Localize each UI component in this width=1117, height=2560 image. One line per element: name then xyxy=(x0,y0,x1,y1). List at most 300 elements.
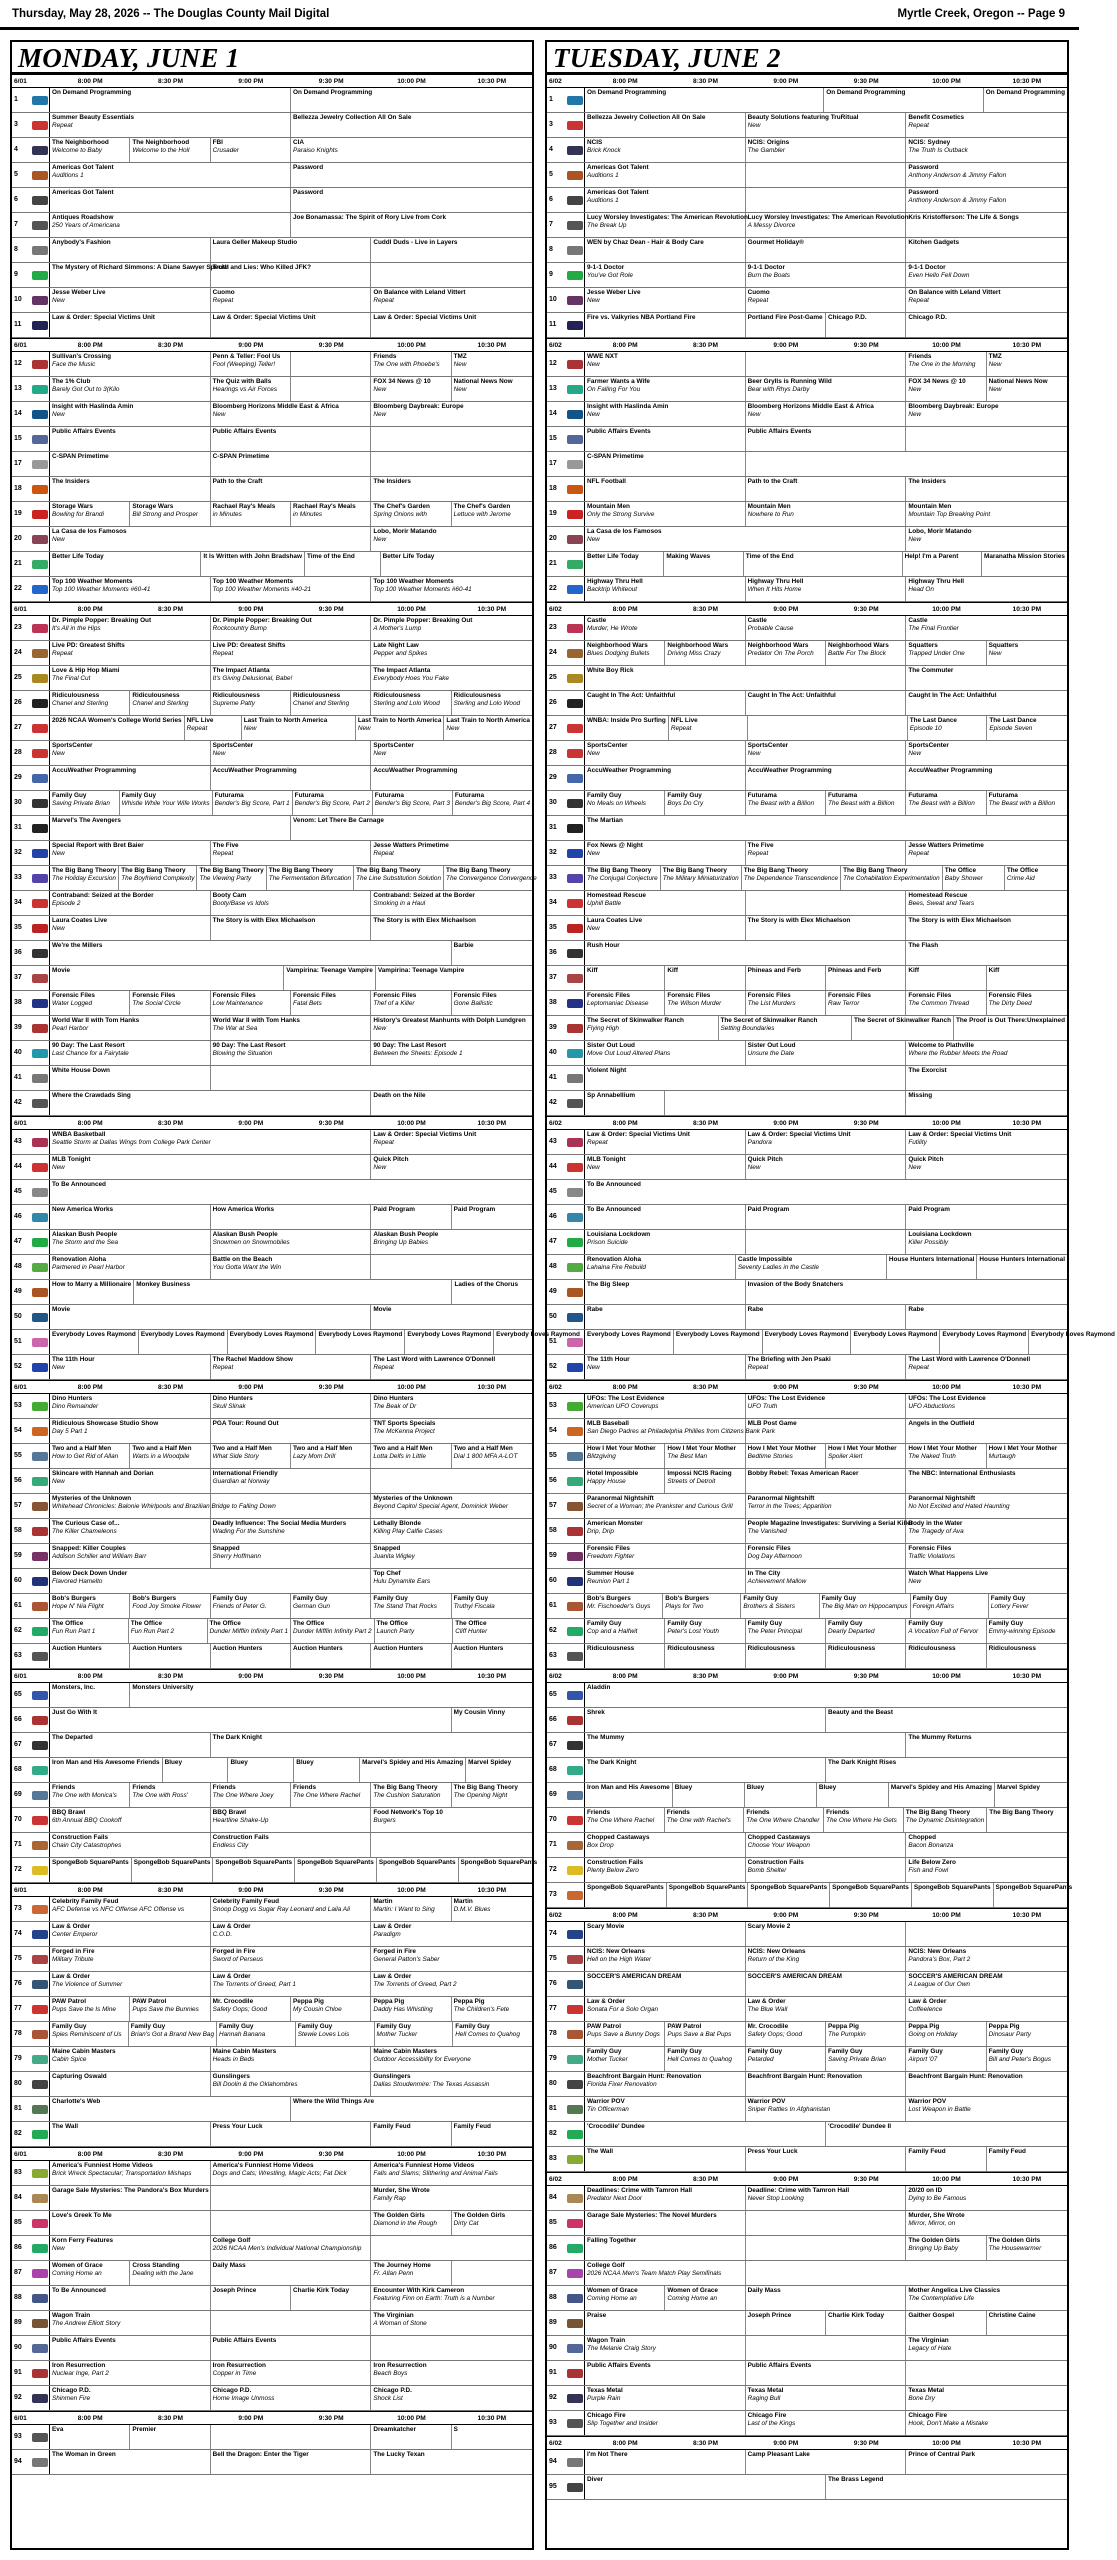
program-cell[interactable] xyxy=(452,941,532,965)
program-cell[interactable] xyxy=(585,1330,674,1354)
program-cell[interactable] xyxy=(673,1783,745,1807)
program-cell[interactable] xyxy=(906,1858,1067,1882)
program-cell[interactable] xyxy=(211,916,372,940)
program-cell[interactable] xyxy=(906,1155,1067,1179)
program-cell[interactable] xyxy=(50,2311,211,2335)
program-cell[interactable] xyxy=(911,1594,989,1618)
program-cell[interactable] xyxy=(987,991,1067,1015)
program-cell[interactable] xyxy=(906,502,1067,526)
program-cell[interactable] xyxy=(356,716,445,740)
program-cell[interactable] xyxy=(50,352,211,376)
program-cell[interactable] xyxy=(360,1758,466,1782)
program-cell[interactable] xyxy=(906,527,1067,551)
program-cell[interactable] xyxy=(585,1808,665,1832)
program-cell[interactable] xyxy=(129,1619,208,1643)
program-cell[interactable] xyxy=(908,716,988,740)
program-cell[interactable] xyxy=(50,2450,211,2474)
program-cell[interactable] xyxy=(50,2211,211,2235)
program-cell[interactable] xyxy=(50,138,130,162)
program-cell[interactable] xyxy=(746,1569,907,1593)
program-cell[interactable] xyxy=(664,552,743,576)
program-cell[interactable] xyxy=(746,1494,907,1518)
program-cell[interactable] xyxy=(987,2311,1067,2335)
program-cell[interactable] xyxy=(906,2097,1067,2121)
program-cell[interactable] xyxy=(906,891,1067,915)
program-cell[interactable] xyxy=(906,1419,1067,1443)
program-cell[interactable] xyxy=(130,691,210,715)
program-cell[interactable] xyxy=(744,1808,824,1832)
program-cell[interactable] xyxy=(824,88,984,112)
program-cell[interactable] xyxy=(585,2097,746,2121)
program-cell[interactable] xyxy=(585,1733,906,1757)
program-cell[interactable] xyxy=(906,766,1067,790)
program-cell[interactable] xyxy=(211,1255,372,1279)
program-cell[interactable] xyxy=(211,1355,372,1379)
program-cell[interactable] xyxy=(211,2286,291,2310)
program-cell[interactable] xyxy=(130,1683,532,1707)
program-cell[interactable] xyxy=(940,1330,1029,1354)
program-cell[interactable] xyxy=(50,1205,211,1229)
program-cell[interactable] xyxy=(906,1091,1067,1115)
program-cell[interactable] xyxy=(585,641,665,665)
program-cell[interactable] xyxy=(211,641,372,665)
program-cell[interactable] xyxy=(906,2411,1067,2435)
program-cell[interactable] xyxy=(50,1494,276,1518)
program-cell[interactable] xyxy=(371,1494,532,1518)
program-cell[interactable] xyxy=(826,791,906,815)
program-cell[interactable] xyxy=(119,866,197,890)
program-cell[interactable] xyxy=(1005,866,1067,890)
program-cell[interactable] xyxy=(585,1619,665,1643)
program-cell[interactable] xyxy=(817,1783,889,1807)
program-cell[interactable] xyxy=(371,263,532,287)
program-cell[interactable] xyxy=(906,1519,1067,1543)
program-cell[interactable] xyxy=(130,138,210,162)
program-cell[interactable] xyxy=(887,1255,978,1279)
program-cell[interactable] xyxy=(748,1883,830,1907)
program-cell[interactable] xyxy=(50,1683,130,1707)
program-cell[interactable] xyxy=(585,2311,746,2335)
program-cell[interactable] xyxy=(50,916,211,940)
program-cell[interactable] xyxy=(585,716,669,740)
program-cell[interactable] xyxy=(452,1997,532,2021)
program-cell[interactable] xyxy=(211,138,291,162)
program-cell[interactable] xyxy=(746,2311,826,2335)
program-cell[interactable] xyxy=(585,2047,665,2071)
program-cell[interactable] xyxy=(585,1394,746,1418)
program-cell[interactable] xyxy=(746,991,826,1015)
program-cell[interactable] xyxy=(371,1997,451,2021)
program-cell[interactable] xyxy=(371,1808,532,1832)
program-cell[interactable] xyxy=(987,1808,1067,1832)
program-cell[interactable] xyxy=(452,502,532,526)
program-cell[interactable] xyxy=(371,1897,451,1921)
program-cell[interactable] xyxy=(746,1922,907,1946)
program-cell[interactable] xyxy=(371,1569,532,1593)
program-cell[interactable] xyxy=(211,2425,372,2449)
program-cell[interactable] xyxy=(585,1016,719,1040)
program-cell[interactable] xyxy=(906,1947,1067,1971)
program-cell[interactable] xyxy=(746,427,907,451)
program-cell[interactable] xyxy=(826,991,906,1015)
program-cell[interactable] xyxy=(50,1544,211,1568)
program-cell[interactable] xyxy=(50,2336,211,2360)
program-cell[interactable] xyxy=(371,1444,451,1468)
program-cell[interactable] xyxy=(746,2186,907,2210)
program-cell[interactable] xyxy=(211,1947,372,1971)
program-cell[interactable] xyxy=(50,2186,211,2210)
program-cell[interactable] xyxy=(50,213,291,237)
program-cell[interactable] xyxy=(291,138,532,162)
program-cell[interactable] xyxy=(746,2386,907,2410)
program-cell[interactable] xyxy=(453,1619,532,1643)
program-cell[interactable] xyxy=(746,163,907,187)
program-cell[interactable] xyxy=(295,1858,377,1882)
program-cell[interactable] xyxy=(371,1205,451,1229)
program-cell[interactable] xyxy=(585,88,824,112)
program-cell[interactable] xyxy=(50,1419,211,1443)
program-cell[interactable] xyxy=(211,1205,372,1229)
program-cell[interactable] xyxy=(50,816,291,840)
program-cell[interactable] xyxy=(50,2022,129,2046)
program-cell[interactable] xyxy=(211,841,372,865)
program-cell[interactable] xyxy=(50,2361,211,2385)
program-cell[interactable] xyxy=(585,213,746,237)
program-cell[interactable] xyxy=(746,1947,907,1971)
program-cell[interactable] xyxy=(585,313,746,337)
program-cell[interactable] xyxy=(585,1972,746,1996)
program-cell[interactable] xyxy=(371,2072,532,2096)
program-cell[interactable] xyxy=(841,866,943,890)
program-cell[interactable] xyxy=(291,1619,375,1643)
program-cell[interactable] xyxy=(585,1569,746,1593)
program-cell[interactable] xyxy=(211,2072,372,2096)
program-cell[interactable] xyxy=(746,1997,907,2021)
program-cell[interactable] xyxy=(852,1016,954,1040)
program-cell[interactable] xyxy=(371,2236,532,2260)
program-cell[interactable] xyxy=(50,2097,291,2121)
program-cell[interactable] xyxy=(984,88,1067,112)
program-cell[interactable] xyxy=(987,377,1067,401)
program-cell[interactable] xyxy=(746,577,907,601)
program-cell[interactable] xyxy=(665,1808,745,1832)
program-cell[interactable] xyxy=(826,2122,1067,2146)
program-cell[interactable] xyxy=(912,1883,994,1907)
program-cell[interactable] xyxy=(130,502,210,526)
program-cell[interactable] xyxy=(746,138,907,162)
program-cell[interactable] xyxy=(906,1544,1067,1568)
program-cell[interactable] xyxy=(267,866,354,890)
program-cell[interactable] xyxy=(211,1594,291,1618)
program-cell[interactable] xyxy=(50,1897,211,1921)
program-cell[interactable] xyxy=(585,2236,746,2260)
program-cell[interactable] xyxy=(50,941,452,965)
program-cell[interactable] xyxy=(211,891,372,915)
program-cell[interactable] xyxy=(746,238,907,262)
program-cell[interactable] xyxy=(906,1230,1067,1254)
program-cell[interactable] xyxy=(585,991,665,1015)
program-cell[interactable] xyxy=(132,1858,214,1882)
program-cell[interactable] xyxy=(211,2336,372,2360)
program-cell[interactable] xyxy=(452,1644,532,1668)
program-cell[interactable] xyxy=(293,791,373,815)
program-cell[interactable] xyxy=(585,1783,673,1807)
program-cell[interactable] xyxy=(741,1594,819,1618)
program-cell[interactable] xyxy=(50,527,371,551)
program-cell[interactable] xyxy=(211,1733,532,1757)
program-cell[interactable] xyxy=(211,1808,372,1832)
program-cell[interactable] xyxy=(371,766,532,790)
program-cell[interactable] xyxy=(585,1758,826,1782)
program-cell[interactable] xyxy=(906,1066,1067,1090)
program-cell[interactable] xyxy=(746,691,907,715)
program-cell[interactable] xyxy=(50,766,211,790)
program-cell[interactable] xyxy=(585,691,746,715)
program-cell[interactable] xyxy=(444,716,532,740)
program-cell[interactable] xyxy=(211,1519,372,1543)
program-cell[interactable] xyxy=(291,1594,371,1618)
program-cell[interactable] xyxy=(826,1444,906,1468)
program-cell[interactable] xyxy=(906,402,1067,426)
program-cell[interactable] xyxy=(719,1016,853,1040)
program-cell[interactable] xyxy=(50,741,211,765)
program-cell[interactable] xyxy=(665,966,745,990)
program-cell[interactable] xyxy=(820,1594,911,1618)
program-cell[interactable] xyxy=(906,113,1067,137)
program-cell[interactable] xyxy=(228,1758,294,1782)
program-cell[interactable] xyxy=(746,1355,907,1379)
program-cell[interactable] xyxy=(50,1972,211,1996)
program-cell[interactable] xyxy=(371,1130,532,1154)
program-cell[interactable] xyxy=(585,2475,826,2499)
program-cell[interactable] xyxy=(371,916,532,940)
program-cell[interactable] xyxy=(746,2236,907,2260)
program-cell[interactable] xyxy=(746,1858,907,1882)
program-cell[interactable] xyxy=(746,1280,1067,1304)
program-cell[interactable] xyxy=(211,1016,372,1040)
program-cell[interactable] xyxy=(746,313,826,337)
program-cell[interactable] xyxy=(50,188,291,212)
program-cell[interactable] xyxy=(211,452,372,476)
program-cell[interactable] xyxy=(665,1091,906,1115)
program-cell[interactable] xyxy=(585,916,746,940)
program-cell[interactable] xyxy=(585,1519,746,1543)
program-cell[interactable] xyxy=(906,2286,1067,2310)
program-cell[interactable] xyxy=(906,1619,986,1643)
program-cell[interactable] xyxy=(211,238,372,262)
program-cell[interactable] xyxy=(585,527,906,551)
program-cell[interactable] xyxy=(585,1683,1067,1707)
program-cell[interactable] xyxy=(371,402,532,426)
program-cell[interactable] xyxy=(585,1922,746,1946)
program-cell[interactable] xyxy=(50,1519,211,1543)
program-cell[interactable] xyxy=(665,1619,745,1643)
program-cell[interactable] xyxy=(746,263,907,287)
program-cell[interactable] xyxy=(585,552,664,576)
program-cell[interactable] xyxy=(50,1997,130,2021)
program-cell[interactable] xyxy=(50,991,130,1015)
program-cell[interactable] xyxy=(50,1758,163,1782)
program-cell[interactable] xyxy=(466,1758,532,1782)
program-cell[interactable] xyxy=(291,816,532,840)
program-cell[interactable] xyxy=(50,1708,452,1732)
program-cell[interactable] xyxy=(585,163,746,187)
program-cell[interactable] xyxy=(585,263,746,287)
program-cell[interactable] xyxy=(746,2361,907,2385)
program-cell[interactable] xyxy=(746,2286,907,2310)
program-cell[interactable] xyxy=(371,577,532,601)
program-cell[interactable] xyxy=(50,1130,371,1154)
program-cell[interactable] xyxy=(375,1619,454,1643)
program-cell[interactable] xyxy=(371,616,532,640)
program-cell[interactable] xyxy=(585,2072,746,2096)
program-cell[interactable] xyxy=(50,1230,211,1254)
program-cell[interactable] xyxy=(291,691,371,715)
program-cell[interactable] xyxy=(906,2022,986,2046)
program-cell[interactable] xyxy=(405,1330,494,1354)
program-cell[interactable] xyxy=(585,666,906,690)
program-cell[interactable] xyxy=(669,716,749,740)
program-cell[interactable] xyxy=(585,113,746,137)
program-cell[interactable] xyxy=(50,1594,130,1618)
program-cell[interactable] xyxy=(746,741,907,765)
program-cell[interactable] xyxy=(371,1594,451,1618)
program-cell[interactable] xyxy=(211,666,372,690)
program-cell[interactable] xyxy=(906,1041,1067,1065)
program-cell[interactable] xyxy=(585,2386,746,2410)
program-cell[interactable] xyxy=(371,2161,532,2185)
program-cell[interactable] xyxy=(452,1708,532,1732)
program-cell[interactable] xyxy=(746,113,907,137)
program-cell[interactable] xyxy=(906,213,1067,237)
program-cell[interactable] xyxy=(585,188,746,212)
program-cell[interactable] xyxy=(371,1394,532,1418)
program-cell[interactable] xyxy=(746,288,907,312)
program-cell[interactable] xyxy=(746,1619,826,1643)
program-cell[interactable] xyxy=(371,288,532,312)
program-cell[interactable] xyxy=(585,1997,746,2021)
program-cell[interactable] xyxy=(50,1180,532,1204)
program-cell[interactable] xyxy=(371,891,532,915)
program-cell[interactable] xyxy=(585,238,746,262)
program-cell[interactable] xyxy=(452,2425,532,2449)
program-cell[interactable] xyxy=(746,1305,907,1329)
program-cell[interactable] xyxy=(585,1205,746,1229)
program-cell[interactable] xyxy=(371,2211,451,2235)
program-cell[interactable] xyxy=(746,2411,907,2435)
program-cell[interactable] xyxy=(211,1444,291,1468)
program-cell[interactable] xyxy=(211,2361,372,2385)
program-cell[interactable] xyxy=(371,1972,532,1996)
program-cell[interactable] xyxy=(665,991,745,1015)
program-cell[interactable] xyxy=(746,477,907,501)
program-cell[interactable] xyxy=(371,991,451,1015)
program-cell[interactable] xyxy=(217,2022,296,2046)
program-cell[interactable] xyxy=(453,2022,532,2046)
program-cell[interactable] xyxy=(906,577,1067,601)
program-cell[interactable] xyxy=(50,2425,130,2449)
program-cell[interactable] xyxy=(452,1594,532,1618)
program-cell[interactable] xyxy=(987,1619,1067,1643)
program-cell[interactable] xyxy=(50,1330,139,1354)
program-cell[interactable] xyxy=(906,2450,1067,2474)
program-cell[interactable] xyxy=(211,1494,372,1518)
program-cell[interactable] xyxy=(987,2236,1067,2260)
program-cell[interactable] xyxy=(906,1644,986,1668)
program-cell[interactable] xyxy=(284,966,376,990)
program-cell[interactable] xyxy=(989,1594,1067,1618)
program-cell[interactable] xyxy=(987,2047,1067,2071)
program-cell[interactable] xyxy=(50,866,119,890)
program-cell[interactable] xyxy=(376,966,532,990)
program-cell[interactable] xyxy=(745,1783,817,1807)
program-cell[interactable] xyxy=(746,1419,907,1443)
program-cell[interactable] xyxy=(906,288,1067,312)
program-cell[interactable] xyxy=(667,1883,749,1907)
program-cell[interactable] xyxy=(371,841,532,865)
program-cell[interactable] xyxy=(746,352,907,376)
program-cell[interactable] xyxy=(736,1255,887,1279)
program-cell[interactable] xyxy=(50,2286,211,2310)
program-cell[interactable] xyxy=(954,1016,1067,1040)
program-cell[interactable] xyxy=(746,2022,826,2046)
program-cell[interactable] xyxy=(746,2047,826,2071)
program-cell[interactable] xyxy=(906,616,1067,640)
program-cell[interactable] xyxy=(371,1041,532,1065)
program-cell[interactable] xyxy=(746,1544,907,1568)
program-cell[interactable] xyxy=(291,1997,371,2021)
program-cell[interactable] xyxy=(585,2411,746,2435)
program-cell[interactable] xyxy=(987,716,1067,740)
program-cell[interactable] xyxy=(889,1783,995,1807)
program-cell[interactable] xyxy=(50,1469,211,1493)
program-cell[interactable] xyxy=(211,2122,372,2146)
program-cell[interactable] xyxy=(371,1947,532,1971)
program-cell[interactable] xyxy=(830,1883,912,1907)
program-cell[interactable] xyxy=(371,377,451,401)
program-cell[interactable] xyxy=(906,377,986,401)
program-cell[interactable] xyxy=(130,1783,210,1807)
program-cell[interactable] xyxy=(585,427,746,451)
program-cell[interactable] xyxy=(291,213,532,237)
program-cell[interactable] xyxy=(211,766,372,790)
program-cell[interactable] xyxy=(211,991,291,1015)
program-cell[interactable] xyxy=(50,1255,211,1279)
program-cell[interactable] xyxy=(1029,1330,1117,1354)
program-cell[interactable] xyxy=(906,916,1067,940)
program-cell[interactable] xyxy=(50,1091,371,1115)
program-cell[interactable] xyxy=(50,1644,130,1668)
program-cell[interactable] xyxy=(371,1155,532,1179)
program-cell[interactable] xyxy=(746,791,826,815)
program-cell[interactable] xyxy=(746,452,1067,476)
program-cell[interactable] xyxy=(211,427,372,451)
program-cell[interactable] xyxy=(746,377,907,401)
program-cell[interactable] xyxy=(746,1130,907,1154)
program-cell[interactable] xyxy=(211,2386,372,2410)
program-cell[interactable] xyxy=(906,1394,1067,1418)
program-cell[interactable] xyxy=(585,1255,736,1279)
program-cell[interactable] xyxy=(211,1997,291,2021)
program-cell[interactable] xyxy=(208,1619,292,1643)
program-cell[interactable] xyxy=(211,1972,372,1996)
program-cell[interactable] xyxy=(452,691,532,715)
program-cell[interactable] xyxy=(826,1644,906,1668)
program-cell[interactable] xyxy=(371,1544,532,1568)
program-cell[interactable] xyxy=(373,791,453,815)
program-cell[interactable] xyxy=(452,2261,532,2285)
program-cell[interactable] xyxy=(906,313,1067,337)
